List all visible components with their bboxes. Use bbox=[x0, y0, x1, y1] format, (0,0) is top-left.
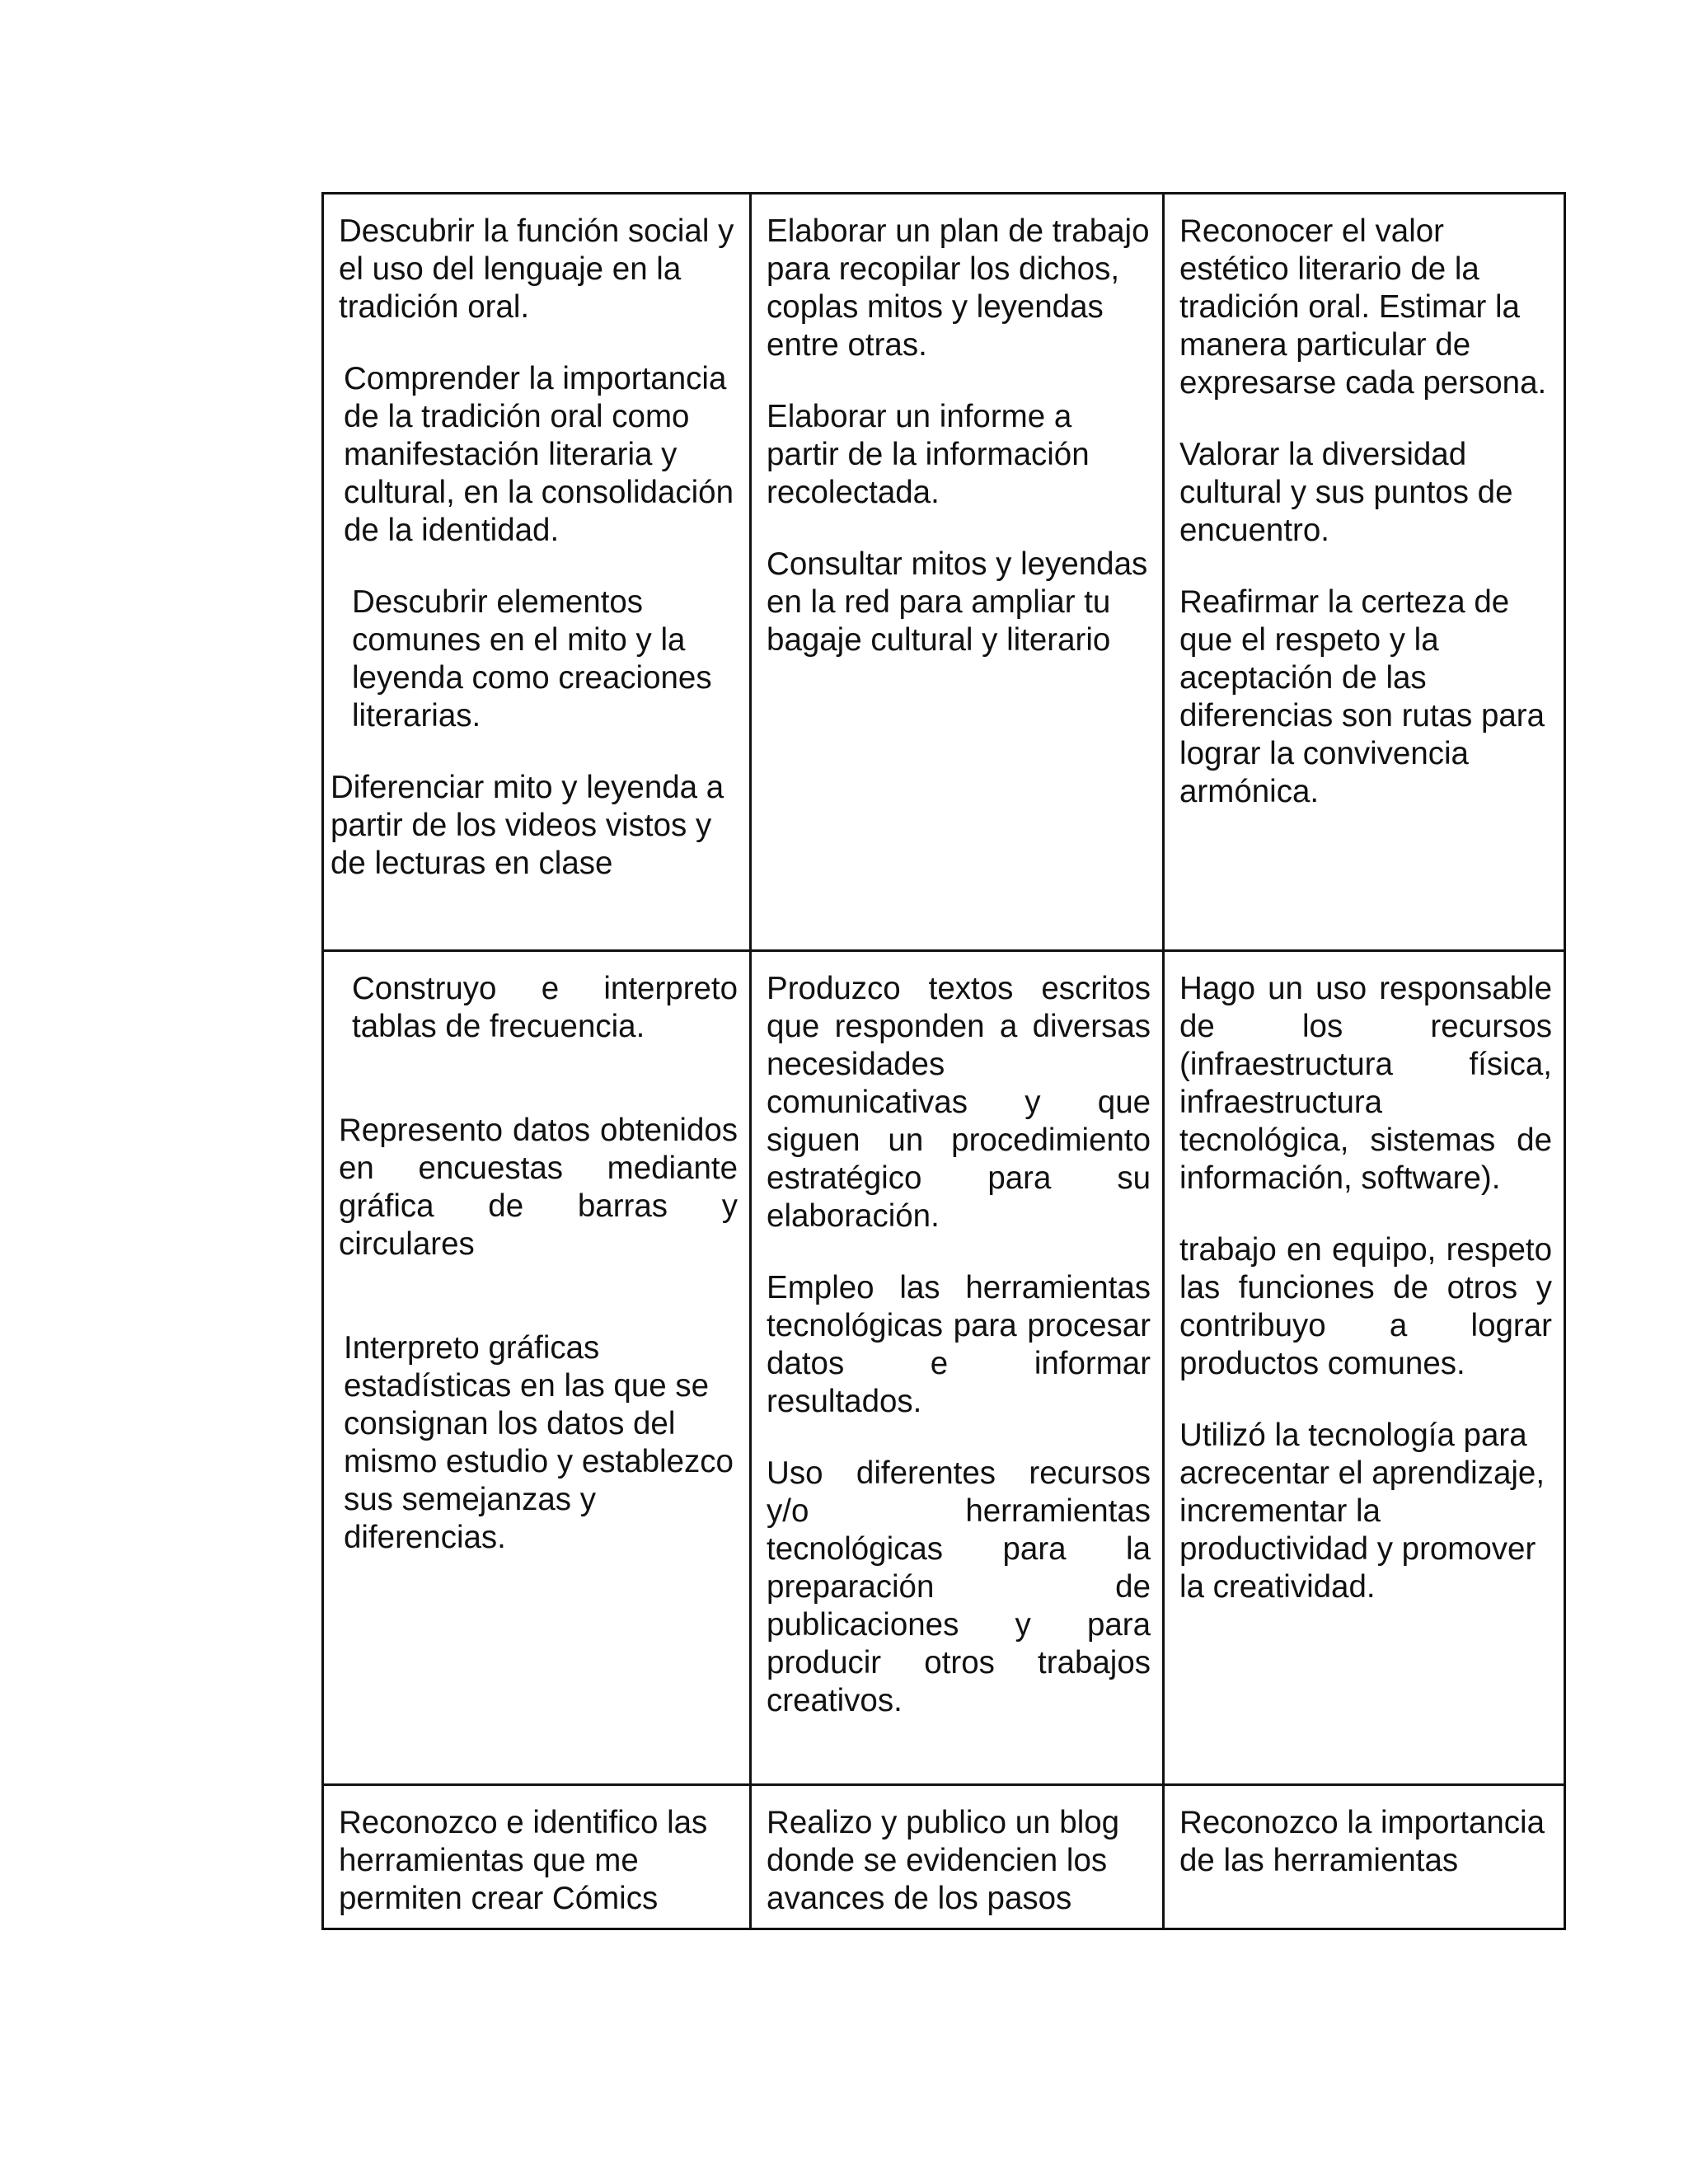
table-cell bbox=[751, 1785, 1164, 1929]
cell-paragraph: Interpreto gráficas estadísticas en las que se consignan los datos del mismo estudio y establezco sus semejanzas y diferencias. bbox=[344, 1330, 734, 1555]
cell-paragraph: Consultar mitos y leyendas en la red para ampliar tu bagaje cultural y literario bbox=[767, 546, 1148, 658]
cell-paragraph: Hago un uso responsable de los recursos (infraestructura física, infraestructura tecnológica, sistemas de información, software). bbox=[1179, 971, 1552, 1196]
table-cell bbox=[1164, 951, 1565, 1785]
table-cell bbox=[751, 194, 1164, 951]
table-cell bbox=[1164, 1785, 1565, 1929]
competencies-table bbox=[321, 192, 1566, 1930]
cell-paragraph: Reconocer el valor estético literario de la tradición oral. Estimar la manera particular de expresarse cada persona. bbox=[1179, 213, 1547, 401]
cell-paragraph: Construyo e interpreto tablas de frecuencia. bbox=[352, 971, 738, 1044]
cell-paragraph: Empleo las herramientas tecnológicas para procesar datos e informar resultados. bbox=[767, 1270, 1151, 1419]
table-cell bbox=[323, 1785, 751, 1929]
table-row bbox=[323, 1785, 1565, 1929]
cell-paragraph: Utilizó la tecnología para acrecentar el aprendizaje, incrementar la productividad y promover la creatividad. bbox=[1179, 1418, 1545, 1605]
cell-paragraph: Reconozco la importancia de las herramientas bbox=[1179, 1805, 1545, 1878]
cell-paragraph: Valorar la diversidad cultural y sus puntos de encuentro. bbox=[1179, 437, 1513, 548]
cell-paragraph: Descubrir elementos comunes en el mito y la leyenda como creaciones literarias. bbox=[352, 584, 712, 733]
cell-paragraph: Descubrir la función social y el uso del lenguaje en la tradición oral. bbox=[339, 213, 734, 325]
cell-paragraph: trabajo en equipo, respeto las funciones de otros y contribuyo a lograr productos comunes. bbox=[1179, 1232, 1552, 1381]
table-row bbox=[323, 951, 1565, 1785]
cell-paragraph: Uso diferentes recursos y/o herramientas tecnológicas para la preparación de publicaciones y para producir otros trabajos creativos. bbox=[767, 1455, 1151, 1718]
table-cell bbox=[323, 194, 751, 951]
table-cell bbox=[1164, 194, 1565, 951]
cell-paragraph: Reconozco e identifico las herramientas que me permiten crear Cómics bbox=[339, 1805, 708, 1916]
cell-paragraph: Produzco textos escritos que responden a diversas necesidades comunicativas y que siguen un procedimiento estratégico para su elaboración. bbox=[767, 971, 1151, 1234]
cell-paragraph: Elaborar un plan de trabajo para recopilar los dichos, coplas mitos y leyendas entre otras. bbox=[767, 213, 1150, 363]
cell-paragraph: Represento datos obtenidos en encuestas mediante gráfica de barras y circulares bbox=[339, 1113, 738, 1262]
cell-paragraph: Realizo y publico un blog donde se evidencien los avances de los pasos bbox=[767, 1805, 1120, 1916]
table-cell bbox=[751, 951, 1164, 1785]
cell-paragraph: Diferenciar mito y leyenda a partir de los videos vistos y de lecturas en clase bbox=[331, 770, 724, 881]
table-row bbox=[323, 194, 1565, 951]
cell-paragraph: Comprender la importancia de la tradición oral como manifestación literaria y cultural, en la consolidación de la identidad. bbox=[344, 361, 734, 548]
cell-paragraph: Elaborar un informe a partir de la información recolectada. bbox=[767, 399, 1090, 510]
cell-paragraph: Reafirmar la certeza de que el respeto y la aceptación de las diferencias son rutas para lograr la convivencia armónica. bbox=[1179, 584, 1545, 809]
table-cell bbox=[323, 951, 751, 1785]
